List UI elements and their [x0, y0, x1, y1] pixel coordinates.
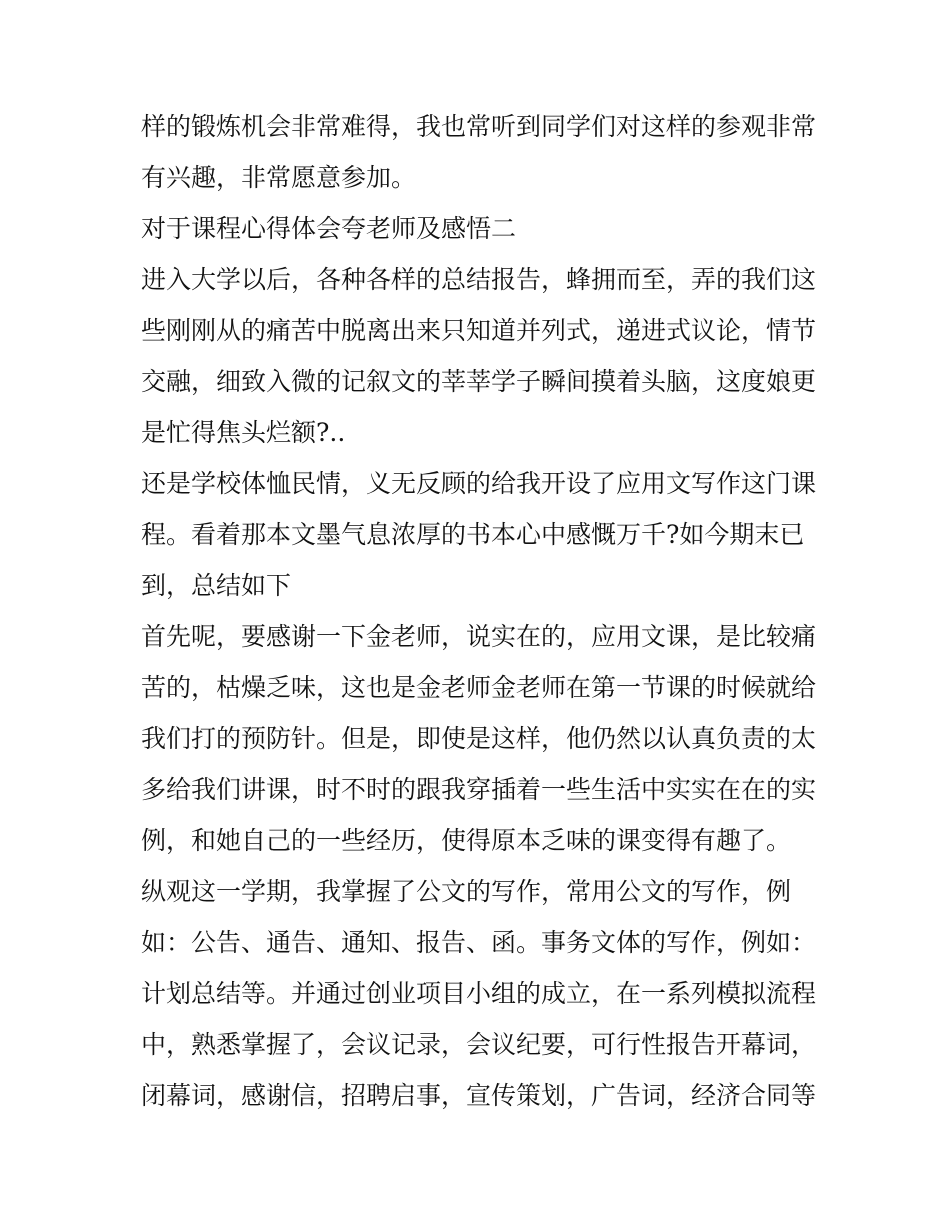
text-line: 交融，细致入微的记叙文的莘莘学子瞬间摸着头脑，这度娘更 — [141, 367, 817, 396]
text-line: 例，和她自己的一些经历，使得原本乏味的课变得有趣了。 — [141, 826, 792, 855]
text-line: 如：公告、通告、通知、报告、函。事务文体的写作，例如： — [141, 928, 817, 957]
text-line: 进入大学以后，各种各样的总结报告，蜂拥而至，弄的我们这 — [141, 265, 817, 294]
text-line: 中，熟悉掌握了，会议记录，会议纪要，可行性报告开幕词， — [141, 1030, 817, 1059]
text-line: 有兴趣，非常愿意参加。 — [141, 163, 417, 192]
text-line: 些刚刚从的痛苦中脱离出来只知道并列式，递进式议论，情节 — [141, 316, 817, 345]
text-line: 多给我们讲课，时不时的跟我穿插着一些生活中实实在在的实 — [141, 775, 817, 804]
text-line: 还是学校体恤民情，义无反顾的给我开设了应用文写作这门课 — [141, 469, 817, 498]
text-line: 闭幕词，感谢信，招聘启事，宣传策划，广告词，经济合同等 — [141, 1081, 817, 1110]
text-line: 样的锻炼机会非常难得，我也常听到同学们对这样的参观非常 — [141, 112, 817, 141]
text-line: 到，总结如下 — [141, 571, 292, 600]
text-line: 是忙得焦头烂额?.. — [141, 418, 346, 447]
text-line: 计划总结等。并通过创业项目小组的成立，在一系列模拟流程 — [141, 979, 817, 1008]
text-line: 纵观这一学期，我掌握了公文的写作，常用公文的写作，例 — [141, 877, 792, 906]
text-line: 首先呢，要感谢一下金老师，说实在的，应用文课，是比较痛 — [141, 622, 817, 651]
text-line: 我们打的预防针。但是，即使是这样，他仍然以认真负责的太 — [141, 724, 817, 753]
text-line: 苦的，枯燥乏味，这也是金老师金老师在第一节课的时候就给 — [141, 673, 817, 702]
section-heading: 对于课程心得体会夸老师及感悟二 — [141, 214, 517, 243]
text-line: 程。看着那本文墨气息浓厚的书本心中感慨万千?如今期末已 — [141, 520, 805, 549]
